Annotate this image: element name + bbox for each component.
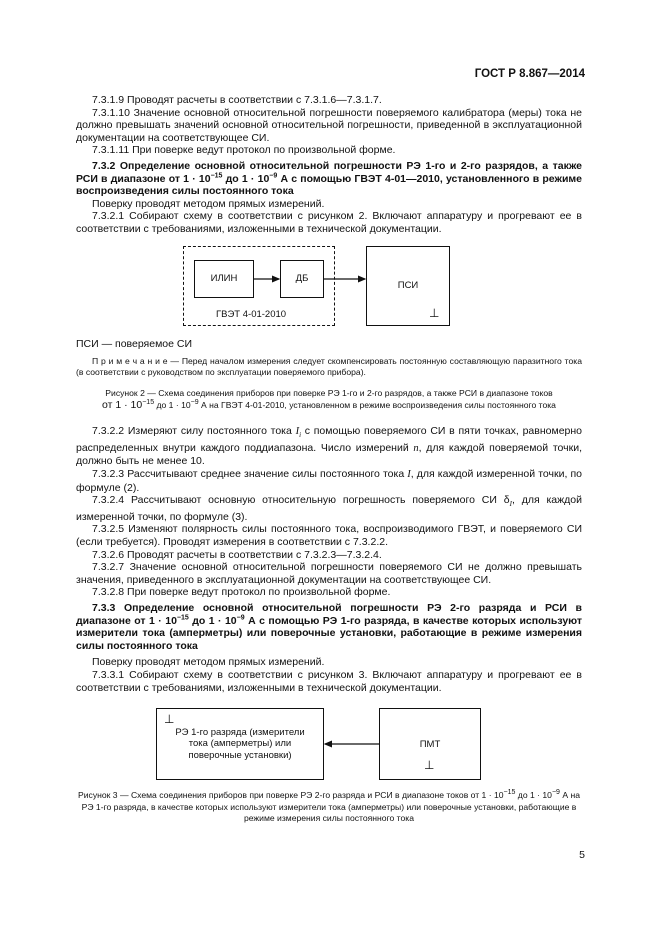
note: П р и м е ч а н и е — Перед началом измерения следует скомпенсировать постоянную составляющую паразитного тока (в соответствии с руководством по эксплуатации поверяемого прибора).: [76, 356, 582, 378]
figure-3-caption: Рисунок 3 — Схема соединения приборов при поверке РЭ 2-го разряда и РСИ в диапазоне токов от $1 \cdot 10^{-15}$ до $1 \cdot 10^{-9}$ А на РЭ 1-го разряда, в качестве которых используют измерители тока (амперметры) или поверочные установки, работающие в режиме измерения силы постоянного тока: [78, 789, 580, 824]
paragraph-7-3-2-5: 7.3.2.5 Изменяют полярность силы постоянного тока, воспроизводимого ГВЭТ, и поверяемого СИ (если требуется). Проводят измерения в соответствии с 7.3.2.2.: [76, 523, 582, 549]
paragraph-7-3-1-11: 7.3.1.11 При поверке ведут протокол по произвольной форме.: [92, 144, 396, 157]
document-header: ГОСТ Р 8.867—2014: [474, 68, 585, 80]
psi-legend: ПСИ — поверяемое СИ: [76, 337, 193, 350]
paragraph-7-3-2-4: 7.3.2.4 Рассчитывают основную относительную погрешность поверяемого СИ $\delta_I$, для каждой измеренной точки, по формуле (3).: [76, 494, 582, 523]
psi-block: ПСИ: [366, 246, 450, 326]
pmt-block: ПМТ: [379, 708, 481, 780]
paragraph-7-3-2-7: 7.3.2.7 Значение основной относительной погрешности поверяемого СИ не должно превышать значения, приведенного в эксплуатационной документации на соответствующее СИ.: [76, 561, 582, 586]
figure-3-diagram: [76, 708, 582, 780]
page-content: [76, 94, 582, 825]
paragraph-7-3-3-1: 7.3.3.1 Собирают схему в соответствии с рисунком 3. Включают аппаратуру и прогревают ее в соответствии с требованиями, изложенными в технической документации.: [76, 669, 582, 694]
paragraph-7-3-2-8: 7.3.2.8 При поверке ведут протокол по произвольной форме.: [92, 586, 391, 599]
ground-icon-pmt: ⊥: [424, 758, 435, 773]
figure-2-caption: Рисунок 2 — Схема соединения приборов при поверке РЭ 1-го и 2-го разрядов, а также РСИ в диапазоне токов от $1 \cdot 10^{-15}$ до $1 \cdot 10^{-9}$ А на ГВЭТ 4-01-2010, установленном в режиме воспроизведения силы постоянного тока: [102, 388, 556, 411]
ilin-block: ИЛИН: [194, 260, 254, 298]
paragraph-7-3-2-1: 7.3.2.1 Собирают схему в соответствии с рисунком 2. Включают аппаратуру и прогревают ее в соответствии с требованиями, изложенными в технической документации.: [76, 210, 582, 235]
paragraph-method-2: Поверку проводят методом прямых измерений.: [92, 656, 325, 669]
paragraph-7-3-2-3: 7.3.2.3 Рассчитывают среднее значение силы постоянного тока I, для каждой измеренной точки, по формуле (2).: [76, 468, 582, 494]
figure-3-arrows: [76, 708, 582, 780]
page-number: 5: [579, 849, 585, 861]
paragraph-7-3-2-6: 7.3.2.6 Проводят расчеты в соответствии с 7.3.2.3—7.3.2.4.: [92, 548, 382, 561]
paragraph-method: Поверку проводят методом прямых измерений.: [92, 197, 325, 210]
paragraph-7-3-1-10: 7.3.1.10 Значение основной относительной погрешности поверяемого калибратора (меры) тока не должно превышать значений основной относительной погрешности, приведенной в эксплуатационной документации на соответствующее СИ.: [76, 106, 582, 144]
paragraph-7-3-2-2: 7.3.2.2 Измеряют силу постоянного тока $I_i$ с помощью поверяемого СИ в пяти точках, равномерно распределенных внутри каждого поддиапазона. Число измерений n, для каждой поверяемой точки, должно быть не менее 10.: [76, 425, 583, 468]
db-block: ДБ: [280, 260, 324, 298]
gvet-label: ГВЭТ 4-01-2010: [216, 308, 287, 320]
figure-2-diagram: [76, 246, 582, 328]
section-7-3-2-heading: 7.3.2 Определение основной относительной погрешности РЭ 1-го и 2-го разрядов, а также РСИ в диапазоне от $1 \cdot 10^{-15}$ до $1 \cdot 10^{-9}$ А с помощью ГВЭТ 4-01—2010, установленного в режиме воспроизведения силы постоянного тока: [76, 159, 583, 198]
re-block: РЭ 1-го разряда (измерители тока (амперметры) или поверочные установки): [156, 708, 324, 780]
ground-icon-re: ⊥: [164, 712, 175, 727]
figure-2-arrows: [76, 246, 582, 328]
paragraph-7-3-1-9: 7.3.1.9 Проводят расчеты в соответствии с 7.3.1.6—7.3.1.7.: [92, 94, 382, 106]
ground-icon: ⊥: [429, 305, 440, 320]
section-7-3-3-heading: 7.3.3 Определение основной относительной погрешности РЭ 2-го разряда и РСИ в диапазоне от $1 \cdot 10^{-15}$ до $1 \cdot 10^{-9}$ А с помощью РЭ 1-го разряда, в качестве которых используют измерители тока (амперметры) или поверочные установки, работающие в режиме измерения силы постоянного тока: [76, 602, 583, 652]
